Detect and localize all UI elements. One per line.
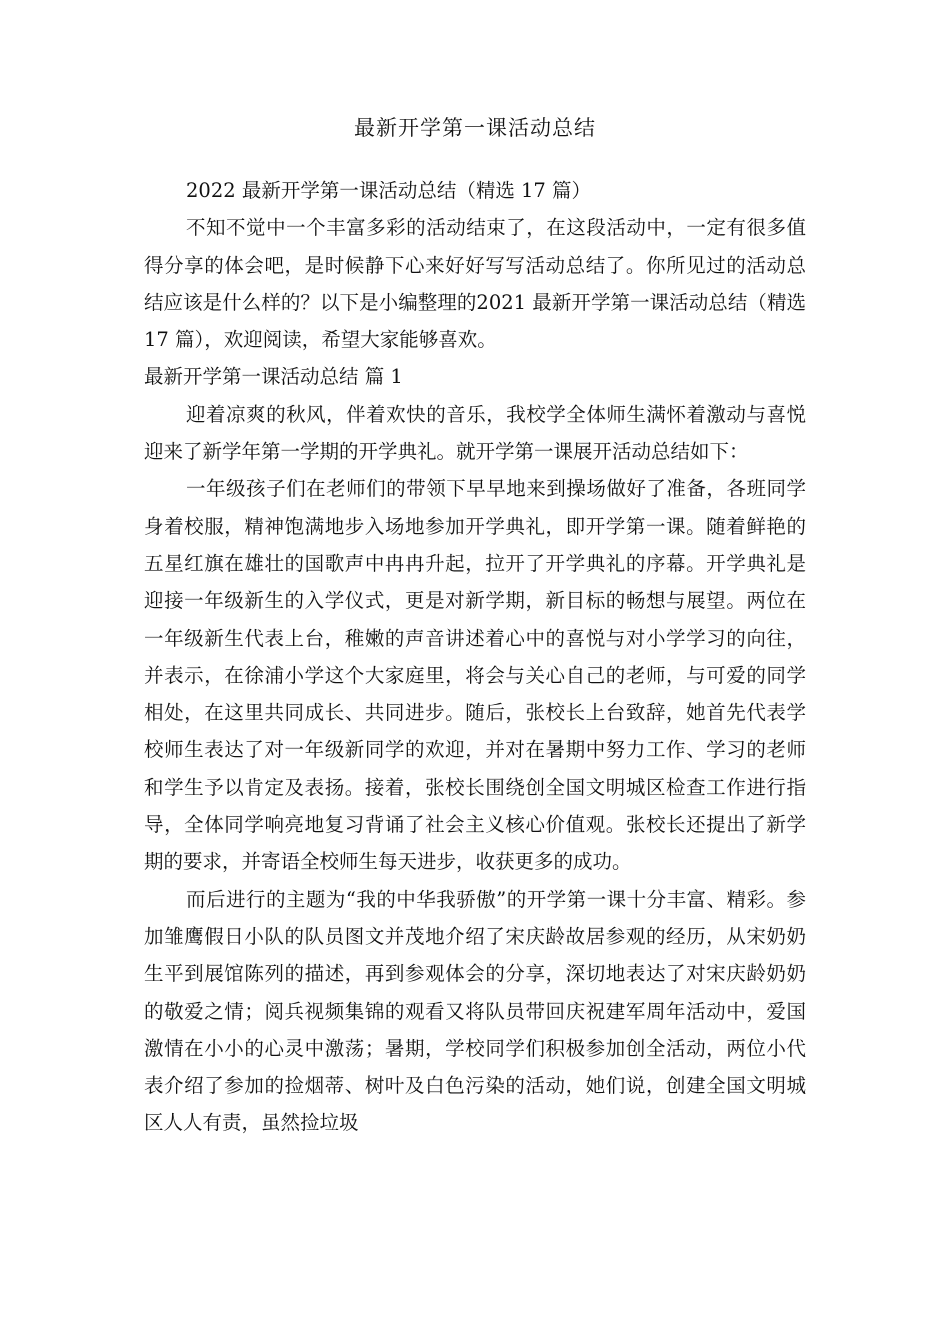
intro-paragraph: 不知不觉中一个丰富多彩的活动结束了，在这段活动中，一定有很多值得分享的体会吧，是时候静下心来好好写写活动总结了。你所见过的活动总结应该是什么样的？以下是小编整理的2021 最新开学第一课活动总结（精选 17 篇），欢迎阅读，希望大家能够喜欢。 [144, 216, 806, 352]
body-paragraph: 一年级孩子们在老师们的带领下早早地来到操场做好了准备，各班同学身着校服，精神饱满地步入场地参加开学典礼，即开学第一课。随着鲜艳的五星红旗在雄壮的国歌声中冉冉升起，拉开了开学典礼的序幕。开学典礼是迎接一年级新生的入学仪式，更是对新学期，新目标的畅想与展望。两位在一年级新生代表上台，稚嫩的声音讲述着心中的喜悦与对小学学习的向往，并表示，在徐浦小学这个大家庭里，将会与关心自己的老师，与可爱的同学相处，在这里共同成长、共同进步。随后，张校长上台致辞，她首先代表学校师生表达了对一年级新同学的欢迎，并对在暑期中努力工作、学习的老师和学生予以肯定及表扬。接着，张校长围绕创全国文明城区检查工作进行指导，全体同学响亮地复习背诵了社会主义核心价值观。张校长还提出了新学期的要求，并寄语全校师生每天进步，收获更多的成功。 [144, 477, 806, 874]
body-paragraph: 迎着凉爽的秋风，伴着欢快的音乐，我校学全体师生满怀着激动与喜悦迎来了新学年第一学期的开学典礼。就开学第一课展开活动总结如下： [144, 402, 806, 464]
section-heading: 最新开学第一课活动总结 篇 1 [144, 365, 403, 389]
document-subtitle: 2022 最新开学第一课活动总结（精选 17 篇） [186, 179, 592, 202]
body-paragraph: 而后进行的主题为“我的中华我骄傲”的开学第一课十分丰富、精彩。参加雏鹰假日小队的队员图文并茂地介绍了宋庆龄故居参观的经历，从宋奶奶生平到展馆陈列的描述，再到参观体会的分享，深切地表达了对宋庆龄奶奶的敬爱之情；阅兵视频集锦的观看又将队员带回庆祝建军周年活动中，爱国激情在小小的心灵中激荡；暑期，学校同学们积极参加创全活动，两位小代表介绍了参加的捡烟蒂、树叶及白色污染的活动，她们说，创建全国文明城区人人有责，虽然捡垃圾 [144, 887, 806, 1135]
document-title: 最新开学第一课活动总结 [354, 116, 596, 140]
document-body [144, 172, 806, 1142]
